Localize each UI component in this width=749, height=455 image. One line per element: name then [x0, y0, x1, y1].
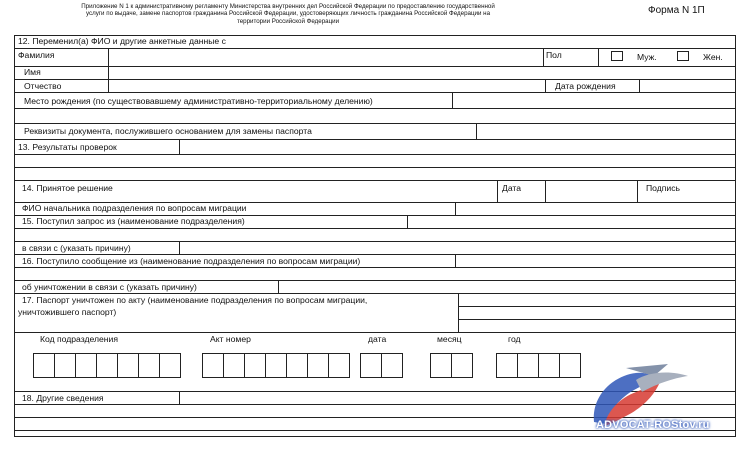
signature-label: Подпись	[646, 183, 681, 193]
col-line	[108, 48, 109, 92]
section-17-title-line2: уничтожившего паспорт)	[18, 307, 117, 317]
row-line	[14, 293, 736, 294]
division-code-cell[interactable]	[33, 353, 55, 378]
birth-place-label: Место рождения (по существовавшему административно-территориальному делению)	[24, 96, 373, 106]
section-13-title: 13. Результаты проверок	[18, 142, 117, 152]
section-17-title-line1: 17. Паспорт уничтожен по акту (наименование подразделения по вопросам миграции,	[22, 295, 368, 305]
col-line	[497, 180, 498, 202]
act-number-cell[interactable]	[244, 353, 266, 378]
act-year-cell[interactable]	[496, 353, 518, 378]
appendix-line-1: Приложение N 1 к административному регламенту Министерства внутренних дел Российской Федерации по предоставлению государственной	[81, 3, 495, 10]
row-line	[14, 123, 736, 124]
row-line	[458, 306, 736, 307]
division-code-label: Код подразделения	[40, 334, 118, 344]
col-line	[639, 79, 640, 92]
section-16-title: 16. Поступило сообщение из (наименование подразделения по вопросам миграции)	[22, 256, 361, 266]
row-line	[14, 241, 736, 242]
row-line	[14, 48, 736, 49]
act-date-label: дата	[368, 334, 387, 344]
act-number-label: Акт номер	[210, 334, 251, 344]
col-line	[458, 293, 459, 332]
row-line	[14, 92, 736, 93]
row-line	[14, 154, 736, 155]
migration-head-label: ФИО начальника подразделения по вопросам миграции	[22, 203, 247, 213]
act-day-cell[interactable]	[360, 353, 382, 378]
male-checkbox[interactable]	[611, 51, 623, 61]
name-label: Имя	[24, 67, 41, 77]
act-year-cell[interactable]	[517, 353, 539, 378]
col-line	[545, 79, 546, 92]
act-number-cell[interactable]	[202, 353, 224, 378]
row-line	[14, 228, 736, 229]
row-line	[458, 319, 736, 320]
act-month-cell[interactable]	[430, 353, 452, 378]
section-12-title: 12. Переменил(а) ФИО и другие анкетные данные с	[18, 36, 226, 46]
act-month-label: месяц	[437, 334, 462, 344]
row-line	[14, 108, 736, 109]
appendix-line-2: услуги по выдаче, замене паспортов гражданина Российской Федерации, удостоверяющих личность гражданина Российской Федерации на	[85, 10, 491, 18]
col-line	[543, 48, 544, 66]
act-year-cell[interactable]	[538, 353, 560, 378]
request-reason-label: в связи с (указать причину)	[22, 243, 131, 253]
female-label: Жен.	[703, 52, 723, 62]
appendix-header	[8, 3, 568, 25]
col-line	[179, 391, 180, 404]
col-line	[637, 180, 638, 202]
row-line	[14, 66, 736, 67]
act-month-cell[interactable]	[451, 353, 473, 378]
row-line	[14, 332, 736, 333]
act-number-cell[interactable]	[286, 353, 308, 378]
appendix-line-3: территории Российской Федерации	[236, 17, 340, 25]
col-line	[455, 202, 456, 215]
gender-label: Пол	[546, 50, 562, 60]
act-number-cell[interactable]	[307, 353, 329, 378]
division-code-cell[interactable]	[96, 353, 118, 378]
section-15-title: 15. Поступил запрос из (наименование подразделения)	[22, 216, 245, 226]
col-line	[452, 92, 453, 108]
col-line	[278, 280, 279, 293]
act-day-cell[interactable]	[381, 353, 403, 378]
male-label: Муж.	[637, 52, 657, 62]
section-14-title: 14. Принятое решение	[22, 183, 113, 193]
row-line	[14, 280, 736, 281]
decision-date-label: Дата	[502, 183, 522, 193]
col-line	[179, 139, 180, 154]
division-code-cell[interactable]	[75, 353, 97, 378]
surname-label: Фамилия	[18, 50, 55, 60]
destruction-reason-label: об уничтожении в связи с (указать причину)	[22, 282, 197, 292]
col-line	[476, 123, 477, 139]
col-line	[545, 180, 546, 202]
birth-date-label: Дата рождения	[555, 81, 616, 91]
act-number-cell[interactable]	[265, 353, 287, 378]
division-code-cell[interactable]	[54, 353, 76, 378]
row-line	[14, 79, 736, 80]
col-line	[407, 215, 408, 228]
row-line	[14, 267, 736, 268]
act-year-cell[interactable]	[559, 353, 581, 378]
division-code-cell[interactable]	[138, 353, 160, 378]
col-line	[455, 254, 456, 267]
row-line	[14, 180, 736, 181]
section-18-title: 18. Другие сведения	[22, 393, 104, 403]
document-details-label: Реквизиты документа, послужившего основанием для замены паспорта	[24, 126, 312, 136]
act-number-cell[interactable]	[223, 353, 245, 378]
row-line	[14, 254, 736, 255]
row-line	[14, 167, 736, 168]
row-line	[14, 139, 736, 140]
division-code-cell[interactable]	[159, 353, 181, 378]
watermark-text: ADVOCAT-ROStov.ru	[596, 419, 710, 431]
form-number: Форма N 1П	[648, 5, 705, 16]
act-year-label: год	[508, 334, 521, 344]
division-code-cell[interactable]	[117, 353, 139, 378]
form-left-border	[14, 35, 15, 436]
female-checkbox[interactable]	[677, 51, 689, 61]
act-number-cell[interactable]	[328, 353, 350, 378]
col-line	[598, 48, 599, 66]
patronymic-label: Отчество	[24, 81, 62, 91]
col-line	[179, 241, 180, 254]
